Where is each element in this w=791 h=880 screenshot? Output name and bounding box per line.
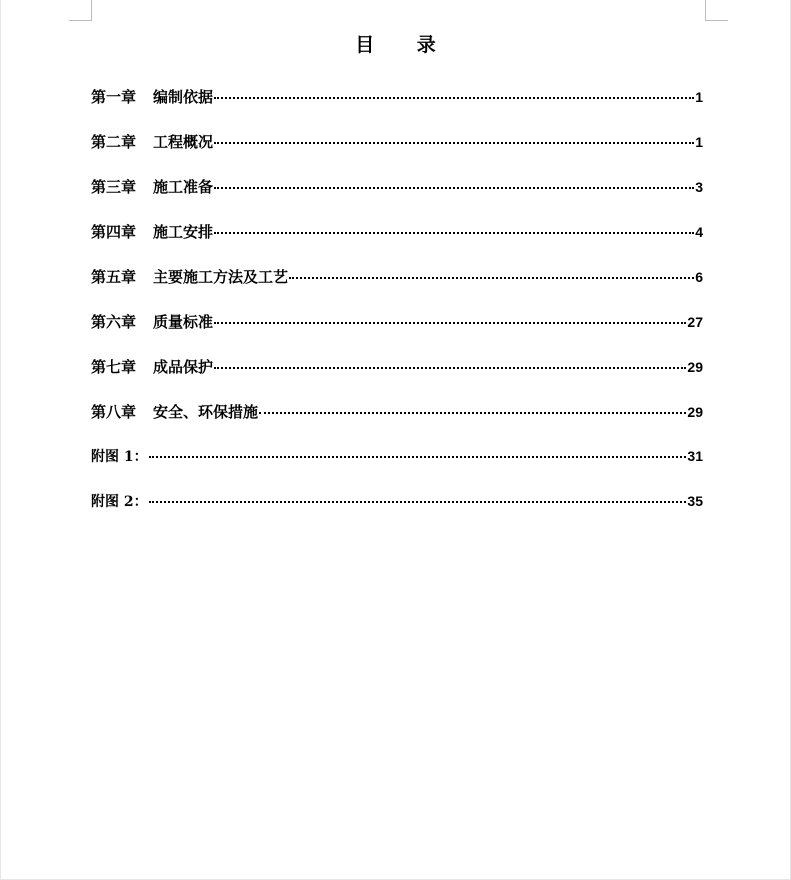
- page-number: 6: [695, 269, 703, 285]
- dot-leader: [214, 232, 694, 234]
- table-of-contents: [91, 86, 703, 513]
- dot-leader: [214, 97, 694, 99]
- page-number: 35: [687, 493, 703, 509]
- toc-entry[interactable]: [91, 401, 703, 423]
- dot-leader: [149, 456, 687, 458]
- toc-entry[interactable]: [91, 221, 703, 243]
- chapter-title: 质量标准: [153, 313, 214, 331]
- page-corner-mark-left: [69, 0, 92, 21]
- page-number: 29: [687, 359, 703, 375]
- page-number: 1: [695, 89, 703, 105]
- page-number: 4: [695, 224, 703, 240]
- dot-leader: [214, 187, 694, 189]
- chapter-number: 第四章: [91, 223, 137, 241]
- chapter-title: 安全、环保措施: [153, 403, 259, 421]
- chapter-number: 第一章: [91, 88, 137, 106]
- chapter-number: 第五章: [91, 268, 137, 286]
- appendix-title: 附图 1：: [91, 449, 148, 465]
- chapter-number: 第七章: [91, 358, 137, 376]
- chapter-number: 第八章: [91, 403, 137, 421]
- page-number: 1: [695, 134, 703, 150]
- chapter-title: 成品保护: [153, 358, 214, 376]
- dot-leader: [289, 277, 694, 279]
- chapter-number: 第三章: [91, 178, 137, 196]
- chapter-number: 第六章: [91, 313, 137, 331]
- page-number: 27: [687, 314, 703, 330]
- page-number: 29: [687, 404, 703, 420]
- toc-entry[interactable]: [91, 176, 703, 198]
- toc-entry[interactable]: [91, 86, 703, 108]
- dot-leader: [214, 142, 694, 144]
- appendix-title: 附图 2：: [91, 494, 148, 510]
- toc-appendix-entry[interactable]: [91, 491, 703, 513]
- toc-entry[interactable]: [91, 311, 703, 333]
- dot-leader: [214, 367, 686, 369]
- page-number: 3: [695, 179, 703, 195]
- chapter-title: 主要施工方法及工艺: [153, 268, 289, 286]
- dot-leader: [149, 501, 687, 503]
- toc-entry[interactable]: [91, 131, 703, 153]
- page-number: 31: [687, 448, 703, 464]
- chapter-title: 施工安排: [153, 223, 214, 241]
- toc-title: 目 录: [355, 34, 454, 56]
- dot-leader: [214, 322, 686, 324]
- chapter-title: 工程概况: [153, 133, 214, 151]
- toc-entry[interactable]: [91, 356, 703, 378]
- page-corner-mark-right: [705, 0, 728, 21]
- chapter-title: 施工准备: [153, 178, 214, 196]
- toc-appendix-entry[interactable]: [91, 446, 703, 468]
- toc-entry[interactable]: [91, 266, 703, 288]
- chapter-number: 第二章: [91, 133, 137, 151]
- chapter-title: 编制依据: [153, 88, 214, 106]
- dot-leader: [259, 412, 686, 414]
